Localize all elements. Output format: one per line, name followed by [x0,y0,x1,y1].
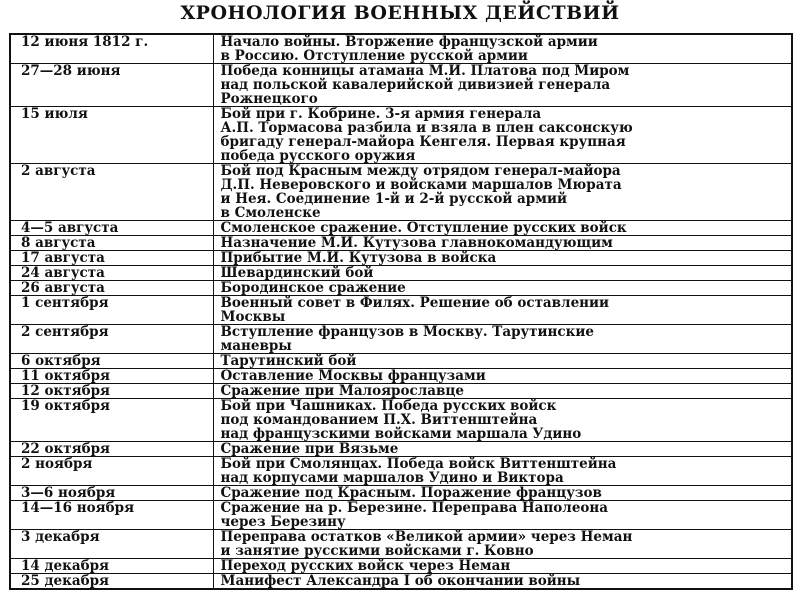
event-line: Военный совет в Филях. Решение об оставлении [220,295,610,311]
date-cell: 12 июня 1812 г. [10,34,213,64]
date-cell: 15 июля [10,107,213,164]
table-row [10,559,792,574]
event-cell [213,296,792,325]
event-line: над французскими войсками маршала Удино [220,426,582,442]
event-cell [213,369,792,384]
table-row [10,281,792,296]
table-row [10,457,792,486]
table-row [10,530,792,559]
date-cell: 14 декабря [10,559,213,574]
chronology-table [9,33,793,590]
date-cell: 11 октября [10,369,213,384]
date-cell: 4—5 августа [10,221,213,236]
event-line: Шевардинский бой [220,265,374,281]
date-cell: 17 августа [10,251,213,266]
event-cell [213,325,792,354]
date-cell: 14—16 ноября [10,501,213,530]
table-row [10,369,792,384]
event-line: Тарутинский бой [220,353,357,369]
event-line: через Березину [220,514,346,530]
event-line: А.П. Тормасова разбила и взяла в плен саксонскую [220,120,633,136]
table-row [10,486,792,501]
event-line: Прибытие М.И. Кутузова в войска [220,250,497,266]
event-line: Вступление французов в Москву. Тарутинские [220,324,594,340]
date-cell: 12 октября [10,384,213,399]
date-cell: 2 августа [10,164,213,221]
event-line: Смоленское сражение. Отступление русских войск [220,220,627,236]
event-cell [213,34,792,64]
event-line: в Смоленске [220,205,321,221]
table-row [10,236,792,251]
table-row [10,442,792,457]
event-cell [213,281,792,296]
table-row [10,501,792,530]
event-line: победа русского оружия [220,148,416,164]
table-row [10,384,792,399]
table-row [10,574,792,590]
event-cell [213,64,792,107]
event-line: Бой под Красным между отрядом генерал-майора [220,163,621,179]
table-row [10,325,792,354]
event-cell [213,486,792,501]
date-cell: 26 августа [10,281,213,296]
date-cell: 3—6 ноября [10,486,213,501]
event-line: Переправа остатков «Великой армии» через Неман [220,529,633,545]
event-cell [213,107,792,164]
event-line: маневры [220,338,292,354]
date-cell: 19 октября [10,399,213,442]
event-cell [213,236,792,251]
table-row [10,221,792,236]
table-row [10,399,792,442]
table-row [10,251,792,266]
event-cell [213,530,792,559]
event-line: Начало войны. Вторжение французской армии [220,34,598,50]
table-row [10,107,792,164]
table-row [10,64,792,107]
event-line: Сражение под Красным. Поражение французов [220,485,602,501]
date-cell: 8 августа [10,236,213,251]
event-cell [213,442,792,457]
event-cell [213,399,792,442]
chronology-table-body [10,34,792,589]
date-cell: 2 сентября [10,325,213,354]
event-line: Переход русских войск через Неман [220,558,511,574]
event-cell [213,384,792,399]
event-line: Бой при Смолянцах. Победа войск Виттенштейна [220,456,617,472]
event-line: и занятие русскими войсками г. Ковно [220,543,534,559]
page-title: ХРОНОЛОГИЯ ВОЕННЫХ ДЕЙСТВИЙ [180,2,620,24]
event-line: Сражение при Малоярославце [220,383,464,399]
date-cell: 24 августа [10,266,213,281]
event-cell [213,559,792,574]
table-row [10,296,792,325]
event-cell [213,251,792,266]
event-line: Сражение на р. Березине. Переправа Наполеона [220,500,609,516]
event-line: Бой при Чашниках. Победа русских войск [220,398,557,414]
event-line: Москвы [220,309,286,325]
event-line: Манифест Александра I об окончании войны [220,573,581,589]
event-line: в Россию. Отступление русской армии [220,48,528,64]
event-cell [213,501,792,530]
event-cell [213,354,792,369]
table-row [10,34,792,64]
event-line: Рожнецкого [220,91,318,107]
table-row [10,354,792,369]
event-line: и Нея. Соединение 1-й и 2-й русской армий [220,191,567,207]
date-cell: 25 декабря [10,574,213,590]
event-cell [213,574,792,590]
event-line: Победа конницы атамана М.И. Платова под Миром [220,63,630,79]
event-line: Бородинское сражение [220,280,406,296]
event-line: под командованием П.Х. Виттенштейна [220,412,538,428]
event-line: над корпусами маршалов Удино и Виктора [220,470,564,486]
date-cell: 6 октября [10,354,213,369]
table-row [10,164,792,221]
event-line: над польской кавалерийской дивизией генерала [220,77,611,93]
date-cell: 27—28 июня [10,64,213,107]
date-cell: 3 декабря [10,530,213,559]
event-cell [213,164,792,221]
table-row [10,266,792,281]
event-line: Назначение М.И. Кутузова главнокомандующим [220,235,613,251]
event-cell [213,266,792,281]
date-cell: 1 сентября [10,296,213,325]
event-line: Оставление Москвы французами [220,368,486,384]
date-cell: 22 октября [10,442,213,457]
date-cell: 2 ноября [10,457,213,486]
event-cell [213,221,792,236]
event-line: бригаду генерал-майора Кенгеля. Первая крупная [220,134,626,150]
event-cell [213,457,792,486]
event-line: Сражение при Вязьме [220,441,399,457]
event-line: Д.П. Неверовского и войсками маршалов Мюрата [220,177,622,193]
event-line: Бой при г. Кобрине. 3-я армия генерала [220,106,542,122]
